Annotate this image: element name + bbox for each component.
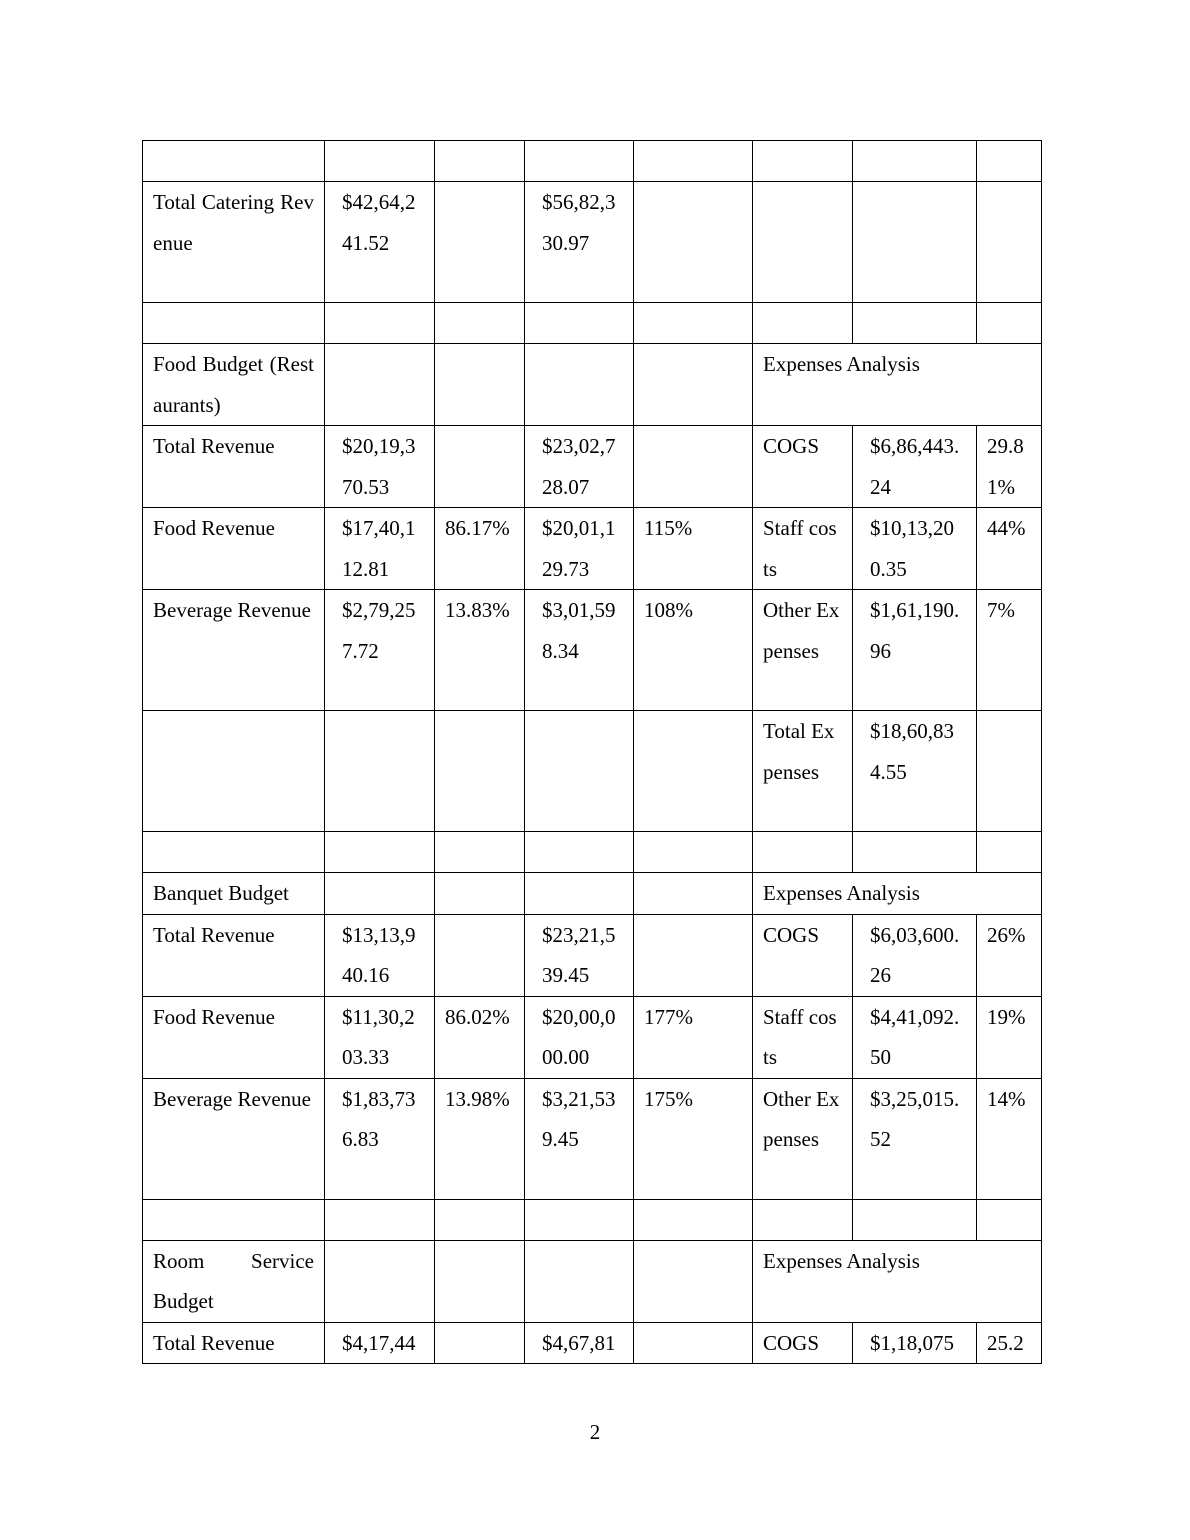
expenses-header: Expenses Analysis xyxy=(753,344,1042,426)
value-cell: $23,02,728.07 xyxy=(525,426,634,508)
section-title: Food Budget (Restaurants) xyxy=(143,344,325,426)
row-label: Total Revenue xyxy=(143,426,325,508)
expense-label: Other Expenses xyxy=(753,590,853,711)
percent-cell: 86.02% xyxy=(435,996,525,1078)
expense-label: Staff costs xyxy=(753,996,853,1078)
table-row xyxy=(143,873,1042,915)
table-row xyxy=(143,508,1042,590)
expenses-header: Expenses Analysis xyxy=(753,1240,1042,1322)
value-cell: $42,64,241.52 xyxy=(325,182,435,303)
expense-percent: 14% xyxy=(977,1078,1042,1199)
value-cell: $11,30,203.33 xyxy=(325,996,435,1078)
expense-label: Other Expenses xyxy=(753,1078,853,1199)
expense-value: $1,61,190.96 xyxy=(853,590,977,711)
expense-label: COGS xyxy=(753,1322,853,1364)
section-title: Banquet Budget xyxy=(143,873,325,915)
percent-cell: 86.17% xyxy=(435,508,525,590)
row-label: Beverage Revenue xyxy=(143,590,325,711)
expense-value: $6,86,443.24 xyxy=(853,426,977,508)
row-label: Total Revenue xyxy=(143,1322,325,1364)
value-cell: $1,83,736.83 xyxy=(325,1078,435,1199)
row-label: Food Revenue xyxy=(143,508,325,590)
row-label: Beverage Revenue xyxy=(143,1078,325,1199)
table-row xyxy=(143,426,1042,508)
row-label: Total Revenue xyxy=(143,914,325,996)
percent-cell: 108% xyxy=(634,590,753,711)
percent-cell: 115% xyxy=(634,508,753,590)
table-row xyxy=(143,1199,1042,1240)
value-cell: $17,40,112.81 xyxy=(325,508,435,590)
expense-value: $6,03,600.26 xyxy=(853,914,977,996)
table-row xyxy=(143,914,1042,996)
expense-percent: 19% xyxy=(977,996,1042,1078)
section-title-line: Room Service xyxy=(153,1248,314,1273)
value-cell: $13,13,940.16 xyxy=(325,914,435,996)
section-title-line: Budget xyxy=(153,1289,214,1313)
value-cell: $2,79,257.72 xyxy=(325,590,435,711)
table-row xyxy=(143,303,1042,344)
row-label: Food Revenue xyxy=(143,996,325,1078)
value-cell: $4,17,44 xyxy=(325,1322,435,1364)
value-cell: $20,19,370.53 xyxy=(325,426,435,508)
percent-cell: 13.83% xyxy=(435,590,525,711)
table-row xyxy=(143,182,1042,303)
expenses-header: Expenses Analysis xyxy=(753,873,1042,915)
expense-label: Staff costs xyxy=(753,508,853,590)
table-row xyxy=(143,996,1042,1078)
expense-percent: 25.2 xyxy=(977,1322,1042,1364)
percent-cell: 175% xyxy=(634,1078,753,1199)
expense-label: COGS xyxy=(753,426,853,508)
value-cell: $3,01,598.34 xyxy=(525,590,634,711)
expense-percent: 7% xyxy=(977,590,1042,711)
table-row xyxy=(143,832,1042,873)
expense-value: $3,25,015.52 xyxy=(853,1078,977,1199)
expense-label: Total Expenses xyxy=(753,711,853,832)
value-cell: $20,00,000.00 xyxy=(525,996,634,1078)
table-row xyxy=(143,1078,1042,1199)
budget-table xyxy=(142,140,1042,1364)
percent-cell: 13.98% xyxy=(435,1078,525,1199)
table-row xyxy=(143,711,1042,832)
expense-percent: 26% xyxy=(977,914,1042,996)
expense-percent: 29.81% xyxy=(977,426,1042,508)
value-cell: $4,67,81 xyxy=(525,1322,634,1364)
table-row xyxy=(143,1322,1042,1364)
expense-value: $4,41,092.50 xyxy=(853,996,977,1078)
expense-value: $1,18,075 xyxy=(853,1322,977,1364)
expense-label: COGS xyxy=(753,914,853,996)
table-row xyxy=(143,590,1042,711)
section-title xyxy=(143,1240,325,1322)
expense-value: $10,13,200.35 xyxy=(853,508,977,590)
value-cell: $3,21,539.45 xyxy=(525,1078,634,1199)
percent-cell: 177% xyxy=(634,996,753,1078)
table-row xyxy=(143,344,1042,426)
value-cell: $20,01,129.73 xyxy=(525,508,634,590)
value-cell: $56,82,330.97 xyxy=(525,182,634,303)
row-label: Total Catering Revenue xyxy=(143,182,325,303)
expense-value: $18,60,834.55 xyxy=(853,711,977,832)
value-cell: $23,21,539.45 xyxy=(525,914,634,996)
table-row xyxy=(143,141,1042,182)
expense-percent: 44% xyxy=(977,508,1042,590)
table-row xyxy=(143,1240,1042,1322)
page-number: 2 xyxy=(589,1420,601,1444)
